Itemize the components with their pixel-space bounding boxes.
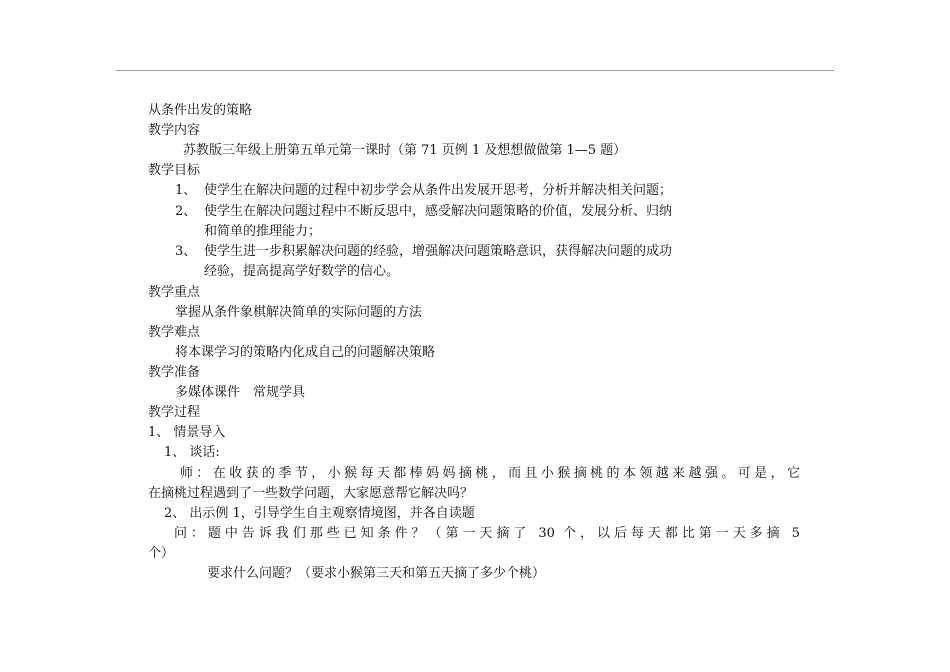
process-section-1: 1、 情景导入: [148, 425, 226, 440]
difficulty-heading: 教学难点: [148, 325, 201, 340]
dialogue-line-1: [148, 466, 800, 482]
keypoint-heading: 教学重点: [148, 285, 201, 300]
doc-title: 从条件出发的策略: [148, 103, 253, 118]
header-rule: [116, 70, 834, 71]
dialogue-line-1-text: 师：在收获的季节，小猴每天都棒妈妈摘桃，而且小猴摘桃的本领越来越强。可是，它: [180, 466, 800, 481]
process-heading: 教学过程: [148, 405, 201, 420]
question-1-line-1: [148, 526, 800, 542]
objective-3-cont: 经验，提高提高学好数学的信心。: [204, 264, 400, 279]
objective-2-num: 2、: [175, 204, 197, 219]
question-1-line-2: 个）: [148, 546, 175, 561]
question-2: 要求什么问题？（要求小猴第三天和第五天摘了多少个桃）: [207, 566, 546, 581]
keypoint-text: 掌握从条件象棋解决简单的实际问题的方法: [175, 305, 423, 320]
objectives-heading: 教学目标: [148, 163, 201, 178]
content-heading: 教学内容: [148, 123, 201, 138]
objective-2-text: 使学生在解决问题过程中不断反思中，感受解决问题策略的价值，发展分析、归纳: [204, 204, 673, 219]
question-1-line-1-text: 问：题中告诉我们那些已知条件？（第一天摘了 30 个，以后每天都比第一天多摘 5: [174, 526, 800, 541]
process-sub-2: 2、 出示例 1，引导学生自主观察情境图，并各自读题: [164, 506, 475, 521]
objective-2-cont: 和简单的推理能力；: [204, 224, 322, 239]
objective-1-text: 使学生在解决问题的过程中初步学会从条件出发展开思考，分析并解决相关问题；: [204, 183, 673, 198]
objective-1-num: 1、: [175, 183, 197, 198]
difficulty-text: 将本课学习的策略内化成自己的问题解决策略: [175, 345, 436, 360]
dialogue-line-2: 在摘桃过程遇到了一些数学问题，大家愿意帮它解决吗？: [148, 486, 474, 501]
process-sub-1: 1、 谈话:: [164, 445, 220, 460]
objective-3-text: 使学生进一步积累解决问题的经验，增强解决问题策略意识，获得解决问题的成功: [204, 244, 673, 259]
objective-3-num: 3、: [175, 244, 197, 259]
preparation-text: 多媒体课件 常规学具: [175, 385, 306, 400]
preparation-heading: 教学准备: [148, 365, 201, 380]
content-text: 苏教版三年级上册第五单元第一课时（第 71 页例 1 及想想做做第 1—5 题）: [183, 143, 627, 158]
